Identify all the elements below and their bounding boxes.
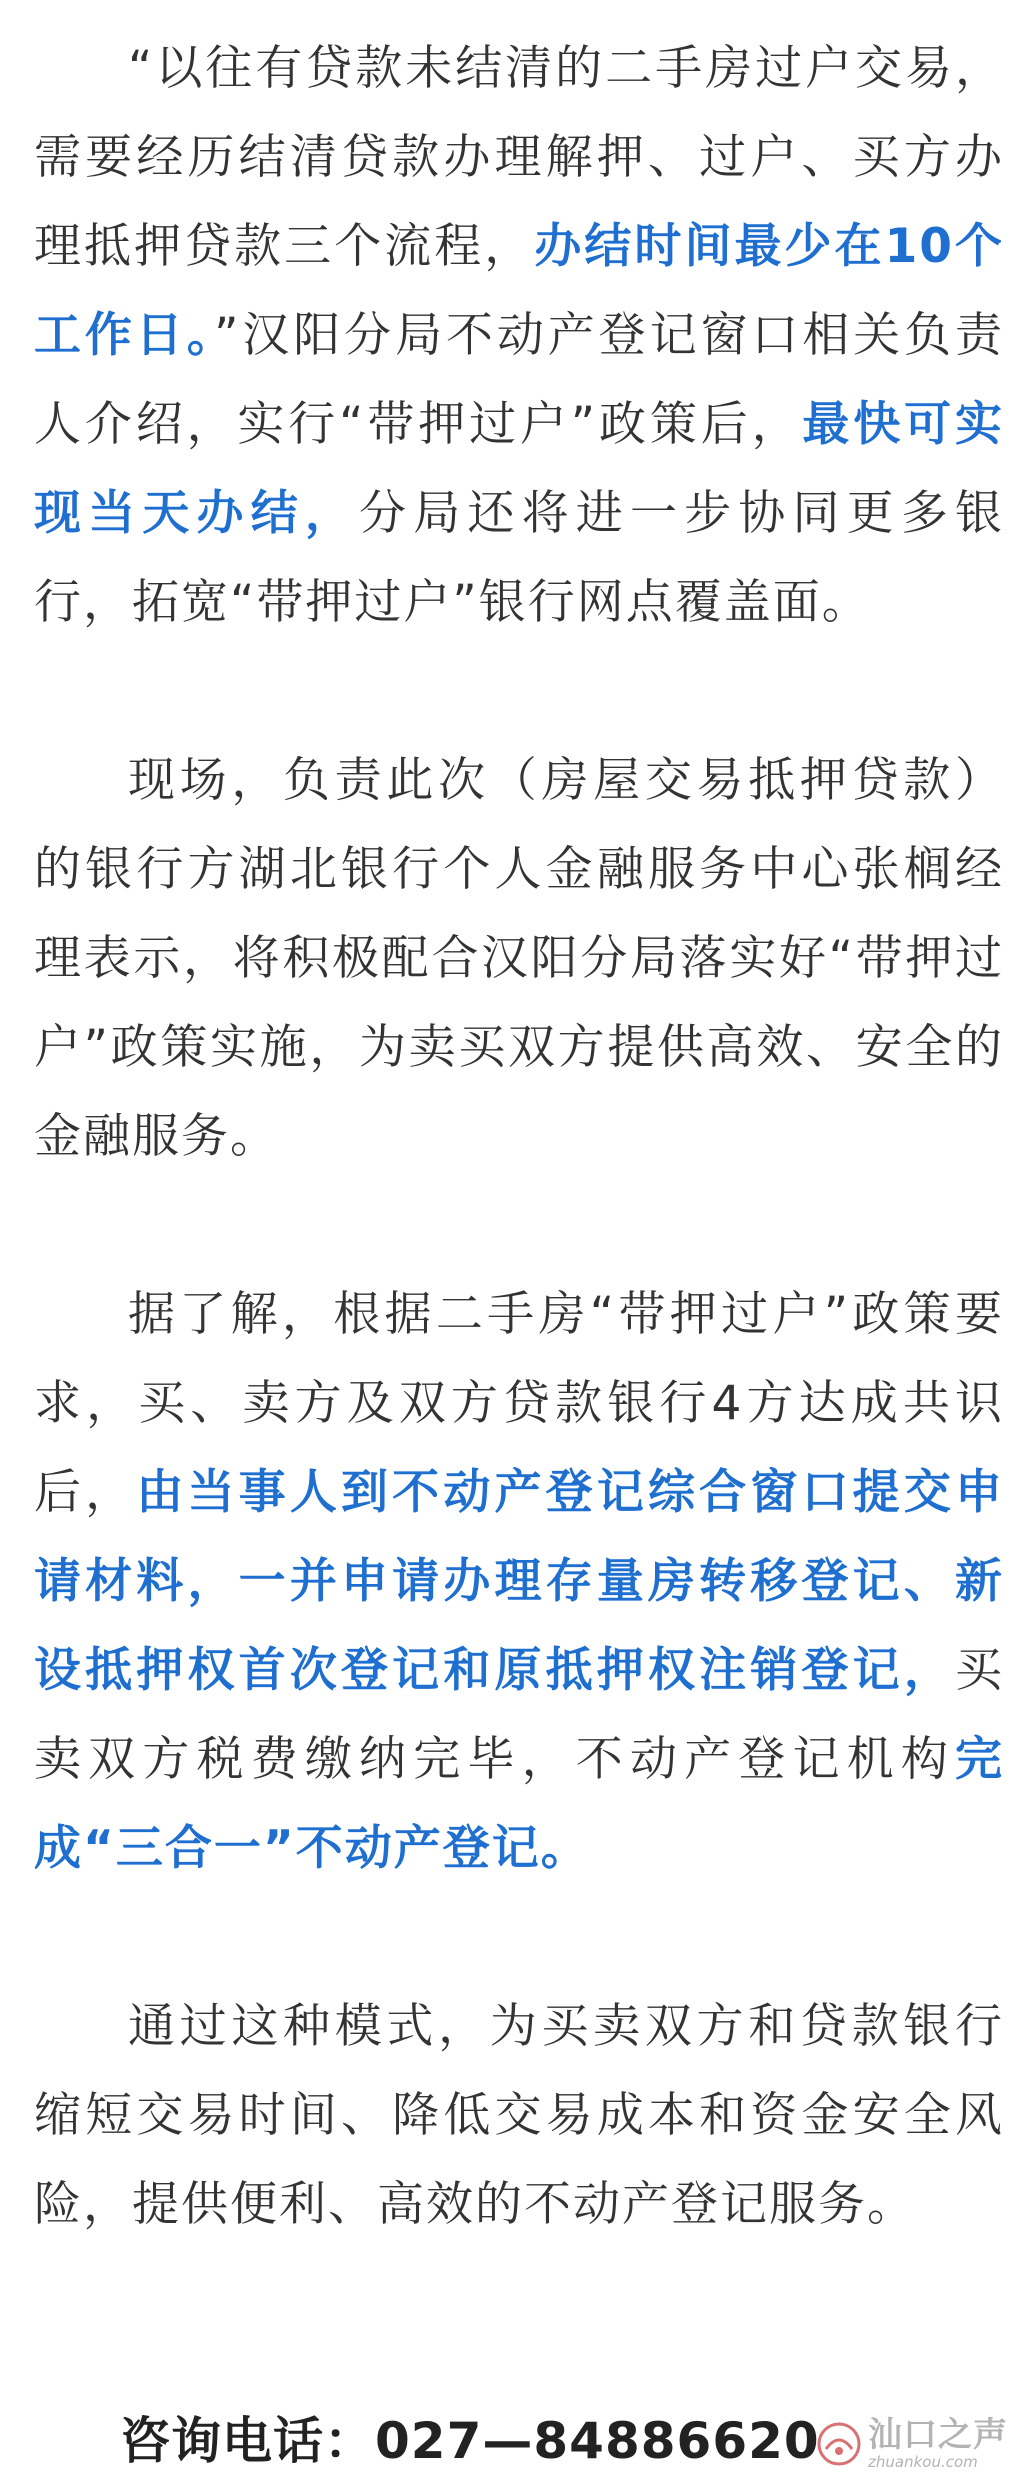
- article-body: [34, 24, 1004, 2249]
- watermark-url: zhuankou.com: [868, 2453, 978, 2471]
- source-watermark: [816, 2415, 1008, 2471]
- p3-highlight-1: 由当事人到不动产登记综合窗口提交申请材料，一并申请办理存量房转移登记、新设抵押权首次登记和原抵押权注销登记，: [34, 1465, 1005, 1698]
- p1-highlight-2: 最快可实现当天办结，: [34, 397, 1004, 541]
- paragraph-2: [34, 736, 1004, 1181]
- p2-text-1: 现场，负责此次（房屋交易抵押贷款）的银行方湖北银行个人金融服务中心张榈经理表示，将积极配合汉阳分局落实好“带押过户”政策实施，为卖买双方提供高效、安全的金融服务。: [34, 753, 1004, 1164]
- logo-icon: [816, 2421, 862, 2467]
- consult-hotline: 咨询电话：027—84886620: [120, 2412, 820, 2470]
- p3-text-2: 买卖双方税费缴纳完毕，不动产登记机构: [34, 1643, 1004, 1787]
- p4-text-1: 通过这种模式，为买卖双方和贷款银行缩短交易时间、降低交易成本和资金安全风险，提供便利、高效的不动产登记服务。: [34, 1999, 1004, 2232]
- p1-text-2: ”汉阳分局不动产登记窗口相关负责人介绍，实行“带押过户”政策后，: [34, 308, 1004, 452]
- paragraph-1: [34, 24, 1004, 647]
- paragraph-3: [34, 1270, 1004, 1893]
- p3-text-1: 据了解，根据二手房“带押过户”政策要求，买、卖方及双方贷款银行4方达成共识后，: [34, 1287, 1004, 1520]
- p1-highlight-1: 办结时间最少在10个工作日。: [34, 219, 1005, 363]
- p3-highlight-2: 完成“三合一”不动产登记。: [34, 1732, 1004, 1876]
- p1-text-3: 分局还将进一步协同更多银行，拓宽“带押过户”银行网点覆盖面。: [34, 486, 1005, 630]
- p1-text-1: “以往有贷款未结清的二手房过户交易，需要经历结清贷款办理解押、过户、买方办理抵押贷款三个流程，: [34, 41, 1004, 274]
- watermark-name: 汕口之声: [868, 2415, 1008, 2455]
- paragraph-4: [34, 1982, 1004, 2249]
